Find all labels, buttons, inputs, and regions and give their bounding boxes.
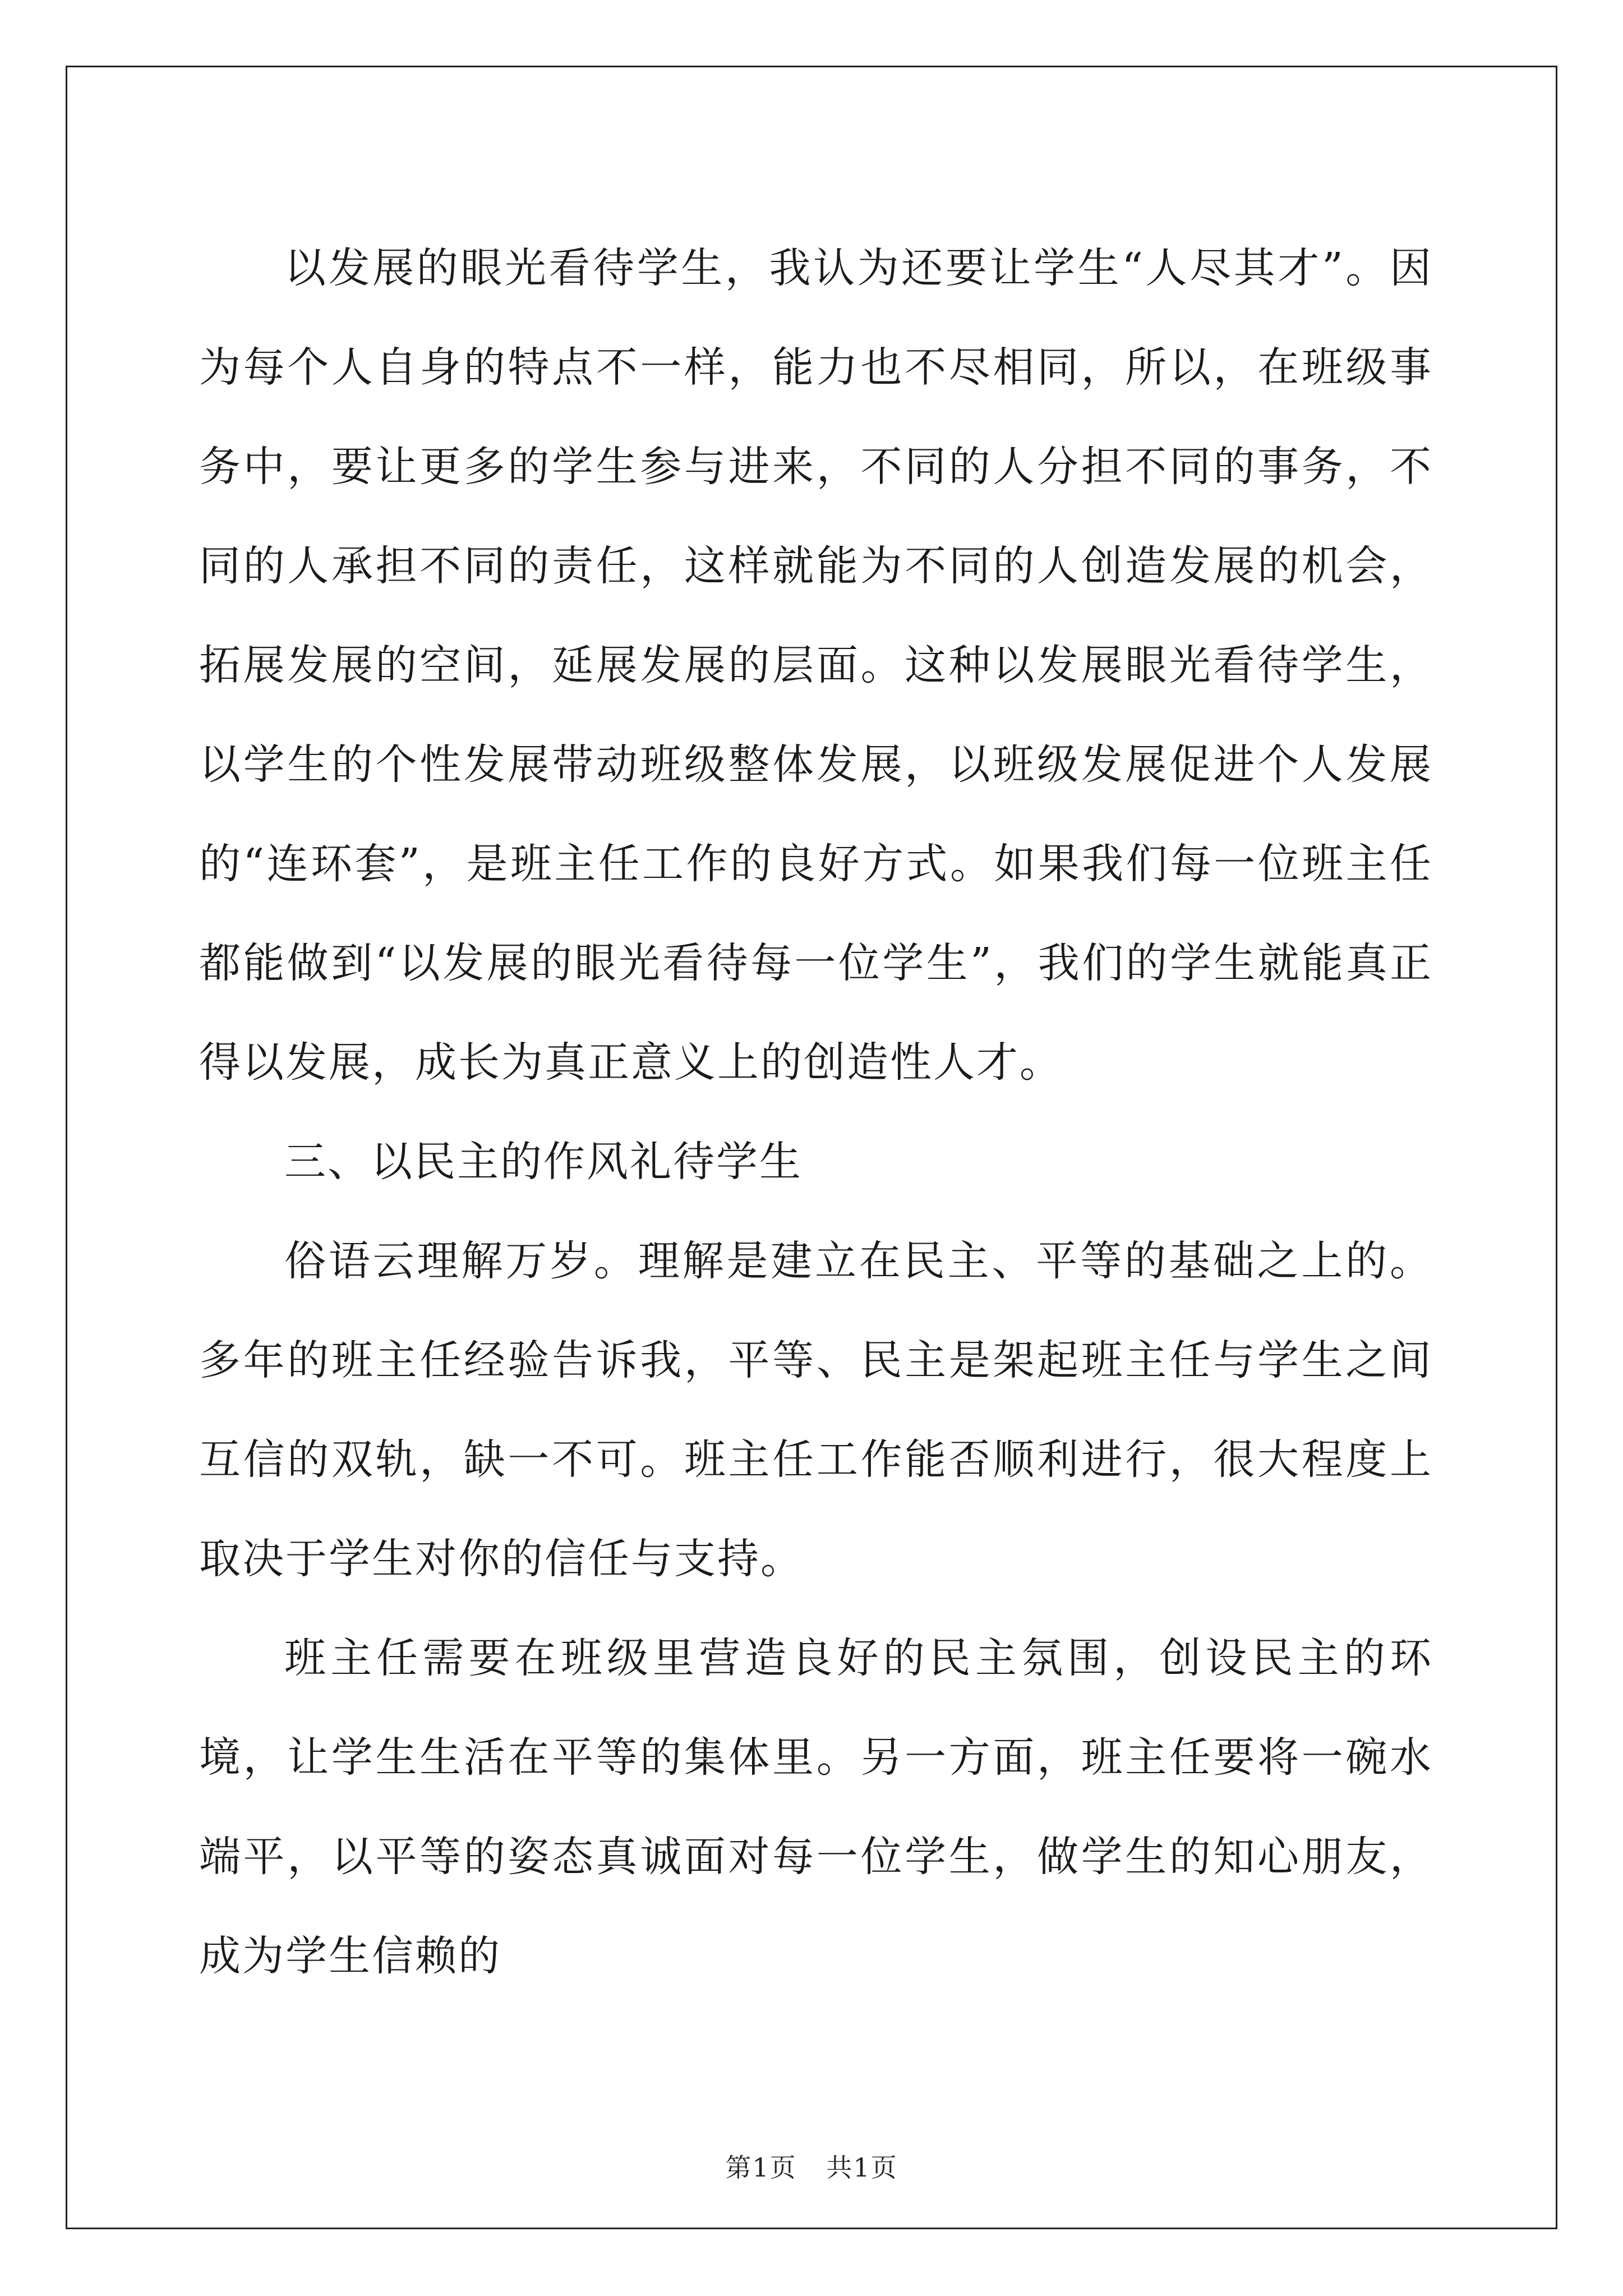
page-number-current: 第1页	[725, 2152, 797, 2183]
paragraph-1: 以发展的眼光看待学生，我认为还要让学生“人尽其才”。因为每个人自身的特点不一样，能力也不尽相同，所以，在班级事务中，要让更多的学生参与进来，不同的人分担不同的事务，不同的人承担不同的责任，这样就能为不同的人创造发展的机会，拓展发展的空间，延展发展的层面。这种以发展眼光看待学生，以学生的个性发展带动班级整体发展，以班级发展促进个人发展的“连环套”，是班主任工作的良好方式。如果我们每一位班主任都能做到“以发展的眼光看待每一位学生”，我们的学生就能真正得以发展，成长为真正意义上的创造性人才。	[199, 244, 1433, 1087]
document-body	[199, 219, 1433, 2006]
page-footer	[0, 2147, 1623, 2184]
paragraph-3: 班主任需要在班级里营造良好的民主氛围，创设民主的环境，让学生生活在平等的集体里。另一方面，班主任要将一碗水端平，以平等的姿态真诚面对每一位学生，做学生的知心朋友，成为学生信赖的	[199, 1634, 1433, 1980]
section-heading: 三、以民主的作风礼待学生	[284, 1138, 803, 1186]
page-number-total: 共1页	[826, 2152, 898, 2183]
paragraph-2: 俗语云理解万岁。理解是建立在民主、平等的基础之上的。多年的班主任经验告诉我，平等、民主是架起班主任与学生之间互信的双轨，缺一不可。班主任工作能否顺利进行，很大程度上取决于学生对你的信任与支持。	[199, 1237, 1433, 1583]
